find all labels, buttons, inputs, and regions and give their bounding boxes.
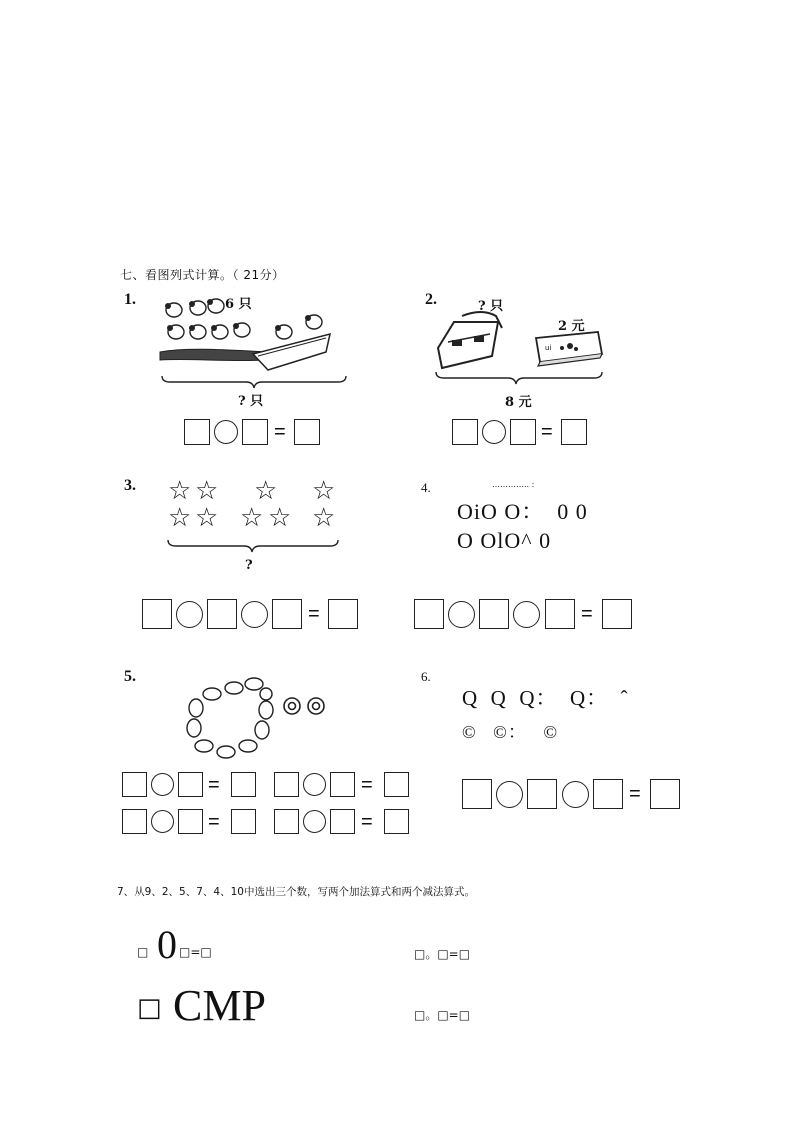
- pencilbox-text: ui: [545, 344, 552, 352]
- problem-3-bottom-label: ?: [245, 558, 253, 573]
- star-icon: ☆: [168, 503, 192, 533]
- equals-sign: =: [629, 783, 641, 805]
- star-icon: ☆: [312, 503, 336, 533]
- answer-box[interactable]: [593, 779, 623, 809]
- problem-2-bottom-label: 8 元: [505, 395, 532, 410]
- answer-box[interactable]: [462, 779, 492, 809]
- q7-row1-right[interactable]: □。□=□: [414, 947, 471, 961]
- answer-box[interactable]: [242, 419, 268, 445]
- operator-circle[interactable]: [151, 810, 174, 833]
- answer-box[interactable]: [207, 599, 237, 629]
- answer-box[interactable]: [328, 599, 358, 629]
- q7-row1-box[interactable]: □: [137, 945, 149, 959]
- answer-box[interactable]: [122, 772, 147, 797]
- operator-circle[interactable]: [303, 810, 326, 833]
- star-icon: ☆: [268, 503, 292, 533]
- answer-box[interactable]: [510, 419, 536, 445]
- problem-3-number: 3.: [124, 477, 136, 494]
- equals-sign: =: [581, 603, 593, 625]
- problem-6-line-2: © ©： ©: [462, 722, 559, 742]
- star-icon: ☆: [254, 476, 278, 506]
- problem-4-line-1: OiO O： 0 0: [457, 499, 588, 524]
- equals-sign: =: [208, 774, 220, 796]
- operator-circle[interactable]: [496, 781, 523, 808]
- answer-box[interactable]: [650, 779, 680, 809]
- answer-box[interactable]: [330, 772, 355, 797]
- star-icon: ☆: [195, 476, 219, 506]
- equals-sign: =: [208, 811, 220, 833]
- bead-ring-illustration: [182, 676, 332, 762]
- star-icon: ☆: [312, 476, 336, 506]
- answer-box[interactable]: [545, 599, 575, 629]
- answer-box[interactable]: [184, 419, 210, 445]
- problem-5-number: 5.: [124, 668, 136, 685]
- answer-box[interactable]: [602, 599, 632, 629]
- q7-row2-big-text: CMP: [173, 981, 266, 1030]
- answer-box[interactable]: [272, 599, 302, 629]
- answer-box[interactable]: [384, 809, 409, 834]
- answer-box[interactable]: [561, 419, 587, 445]
- answer-box[interactable]: [142, 599, 172, 629]
- equals-sign: =: [308, 603, 320, 625]
- problem-2-top-label: ? 只: [478, 299, 504, 314]
- problem-1-number: 1.: [124, 291, 136, 308]
- problem-2-number: 2.: [425, 291, 437, 308]
- equals-sign: =: [274, 421, 286, 443]
- answer-box[interactable]: [274, 772, 299, 797]
- star-icon: ☆: [195, 503, 219, 533]
- operator-circle[interactable]: [513, 601, 540, 628]
- operator-circle[interactable]: [562, 781, 589, 808]
- problem-6-line-1: Q Q Q： Q： ˆ: [462, 686, 629, 710]
- star-icon: ☆: [240, 503, 264, 533]
- problem-1-bottom-label: ? 只: [238, 394, 264, 409]
- answer-box[interactable]: [384, 772, 409, 797]
- answer-box[interactable]: [231, 809, 256, 834]
- answer-box[interactable]: [414, 599, 444, 629]
- puppies-boat-illustration: [158, 292, 348, 404]
- bag-and-pencilbox-illustration: [432, 306, 608, 392]
- answer-box[interactable]: [122, 809, 147, 834]
- answer-box[interactable]: [479, 599, 509, 629]
- q7-row1-tail[interactable]: □=□: [179, 945, 212, 959]
- equals-sign: =: [361, 774, 373, 796]
- equals-sign: =: [541, 421, 553, 443]
- operator-circle[interactable]: [151, 773, 174, 796]
- operator-circle[interactable]: [303, 773, 326, 796]
- q7-row2-right[interactable]: □。□=□: [414, 1008, 471, 1022]
- problem-2-price-label: 2 元: [558, 319, 585, 334]
- q7-row2-box[interactable]: □: [137, 993, 162, 1023]
- operator-circle[interactable]: [214, 420, 238, 444]
- operator-circle[interactable]: [482, 420, 506, 444]
- operator-circle[interactable]: [448, 601, 475, 628]
- star-icon: ☆: [168, 476, 192, 506]
- answer-box[interactable]: [452, 419, 478, 445]
- problem-4-number: 4.: [421, 480, 431, 495]
- problem-6-number: 6.: [421, 669, 431, 684]
- question-7-text: 7、从9、2、5、7、4、10中选出三个数，写两个加法算式和两个减法算式。: [117, 886, 475, 898]
- answer-box[interactable]: [178, 809, 203, 834]
- brace: [166, 538, 342, 558]
- answer-box[interactable]: [178, 772, 203, 797]
- equals-sign: =: [361, 811, 373, 833]
- answer-box[interactable]: [330, 809, 355, 834]
- problem-1-top-label: 6 只: [225, 297, 252, 312]
- problem-4-line-2: O OlO^ 0: [457, 528, 552, 553]
- problem-4-dots: ………….. :: [492, 480, 535, 489]
- section-title: 七、看图列式计算。（ 21分）: [120, 268, 285, 282]
- answer-box[interactable]: [274, 809, 299, 834]
- q7-row1-big-glyph: 0: [157, 922, 177, 967]
- operator-circle[interactable]: [241, 601, 268, 628]
- operator-circle[interactable]: [176, 601, 203, 628]
- answer-box[interactable]: [231, 772, 256, 797]
- answer-box[interactable]: [294, 419, 320, 445]
- answer-box[interactable]: [527, 779, 557, 809]
